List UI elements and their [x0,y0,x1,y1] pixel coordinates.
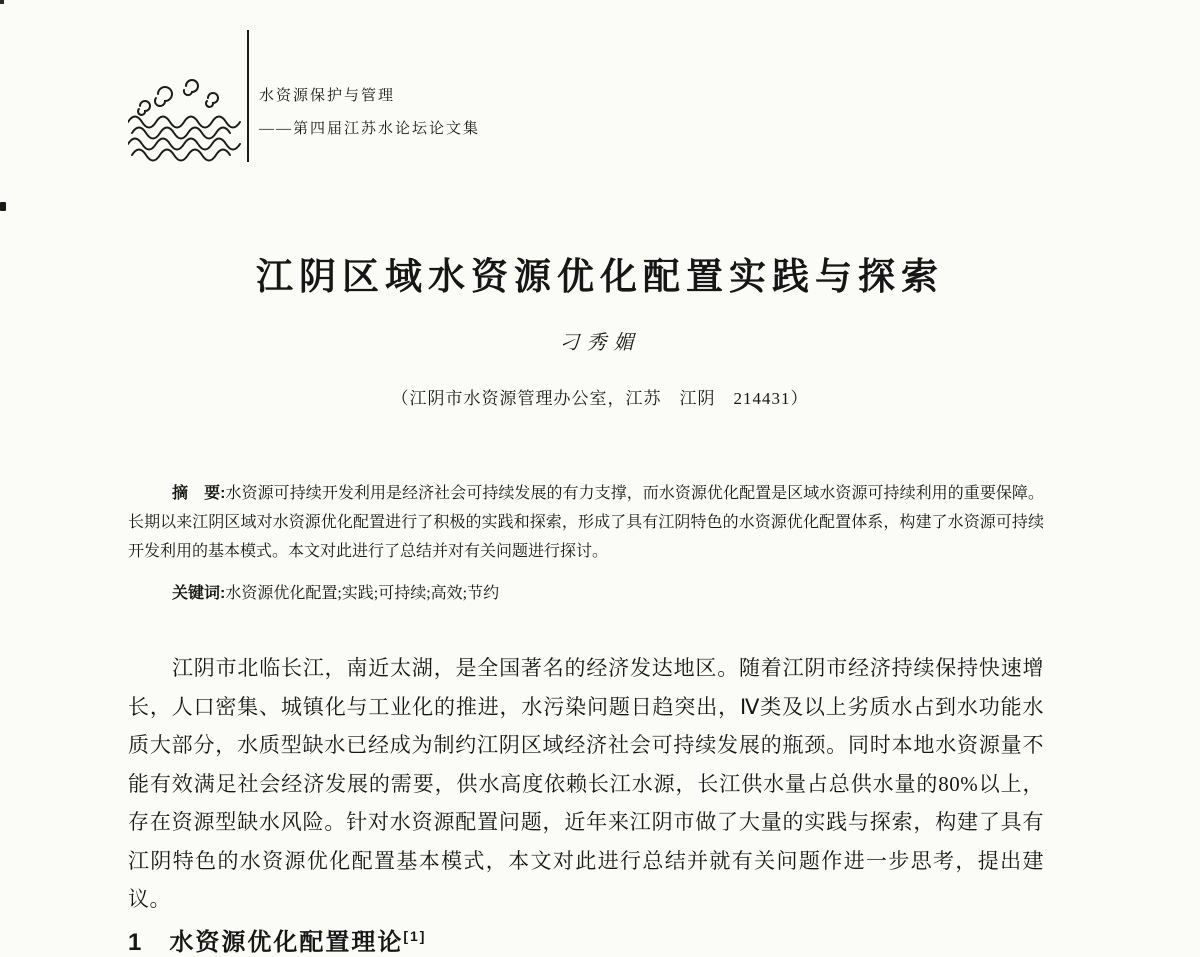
scan-artifact [0,202,6,211]
section-number: 1 [128,929,144,956]
section-1-heading [128,922,426,957]
article-affiliation: （江阴市水资源管理办公室，江苏 江阴 214431） [391,389,809,408]
intro-paragraph: 江阴市北临长江，南近太湖，是全国著名的经济发达地区。随着江阴市经济持续保持快速增长，人口密集、城镇化与工业化的推进，水污染问题日趋突出，Ⅳ类及以上劣质水占到水功能水质大部分，水质型缺水已经成为制约江阴区域经济社会可持续发展的瓶颈。同时本地水资源量不能有效满足社会经济发展的需要，供水高度依赖长江水源，长江供水量占总供水量的80%以上，存在资源型缺水风险。针对水资源配置问题，近年来江阴市做了大量的实践与探索，构建了具有江阴特色的水资源优化配置基本模式，本文对此进行总结并就有关问题作进一步思考，提出建议。 [128,656,1044,911]
abstract-label: 摘 要: [172,485,226,502]
header-text-block [259,80,480,146]
series-subtitle: ——第四届江苏水论坛论文集 [259,121,481,137]
abstract-block [128,479,1044,608]
journal-header [128,28,558,168]
abstract-paragraph [128,479,1044,566]
abstract-text: 水资源可持续开发利用是经济社会可持续发展的有力支撑，而水资源优化配置是区域水资源可持续利用的重要保障。长期以来江阴区域对水资源优化配置进行了积极的实践和探索，形成了具有江阴特色的水资源优化配置体系，构建了水资源可持续开发利用的基本模式。本文对此进行了总结并对有关问题进行探讨。 [128,485,1044,560]
waves-logo-icon [128,76,246,162]
keywords-text: 水资源优化配置;实践;可持续;高效;节约 [225,585,500,602]
header-divider [247,30,249,162]
section-title: 水资源优化配置理论 [169,929,404,956]
keywords-line [128,579,1044,608]
keywords-label: 关键词: [172,585,226,602]
article-title: 江阴区域水资源优化配置实践与探索 [256,257,944,298]
scan-artifact [0,0,4,4]
section-ref-marker: [1] [403,928,427,944]
series-title: 水资源保护与管理 [259,88,396,104]
article-author: 刁秀媚 [559,332,641,354]
